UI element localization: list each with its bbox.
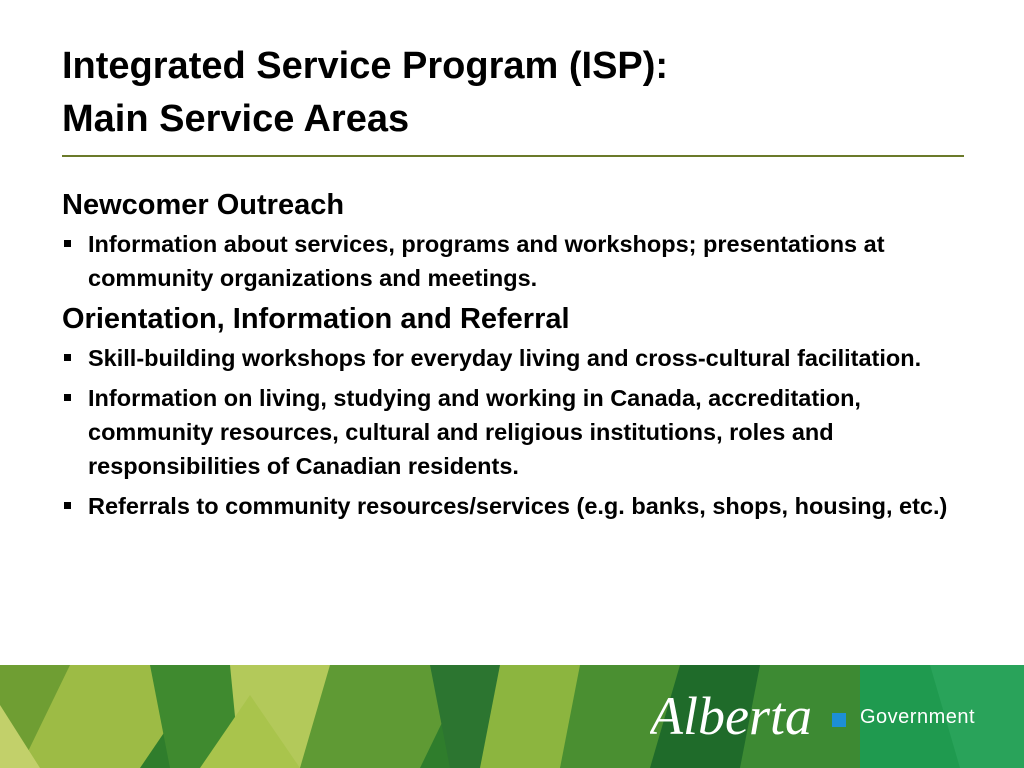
bullet-item [62, 227, 962, 295]
logo-blue-square [832, 713, 846, 727]
bullet-list [62, 341, 962, 523]
bullet-item [62, 381, 962, 483]
square-bullet-icon [64, 394, 71, 401]
government-label: Government [860, 706, 976, 728]
slide-title-line-1: Integrated Service Program (ISP): [62, 45, 669, 87]
slide-content [62, 187, 962, 529]
title-divider [62, 155, 964, 157]
section-heading: Newcomer Outreach [62, 189, 345, 221]
bullet-list [62, 227, 962, 295]
bullet-text: Referrals to community resources/services (e.g. banks, shops, housing, etc.) [88, 493, 948, 519]
square-bullet-icon [64, 240, 71, 247]
section-heading: Orientation, Information and Referral [62, 303, 570, 335]
bullet-text: Information on living, studying and working in Canada, accreditation, community resources, cultural and religious institutions, roles and responsibilities of Canadian residents. [88, 385, 861, 479]
slide-title [62, 40, 962, 146]
bullet-text: Information about services, programs and workshops; presentations at community organizations and meetings. [88, 231, 885, 291]
slide-title-line-2: Main Service Areas [62, 98, 410, 140]
section-newcomer-outreach [62, 187, 962, 295]
section-orientation-information-referral [62, 301, 962, 523]
bullet-item [62, 489, 962, 523]
square-bullet-icon [64, 354, 71, 361]
bullet-text: Skill-building workshops for everyday living and cross-cultural facilitation. [88, 345, 922, 371]
bullet-item [62, 341, 962, 375]
square-bullet-icon [64, 502, 71, 509]
alberta-wordmark: Alberta [650, 686, 812, 746]
